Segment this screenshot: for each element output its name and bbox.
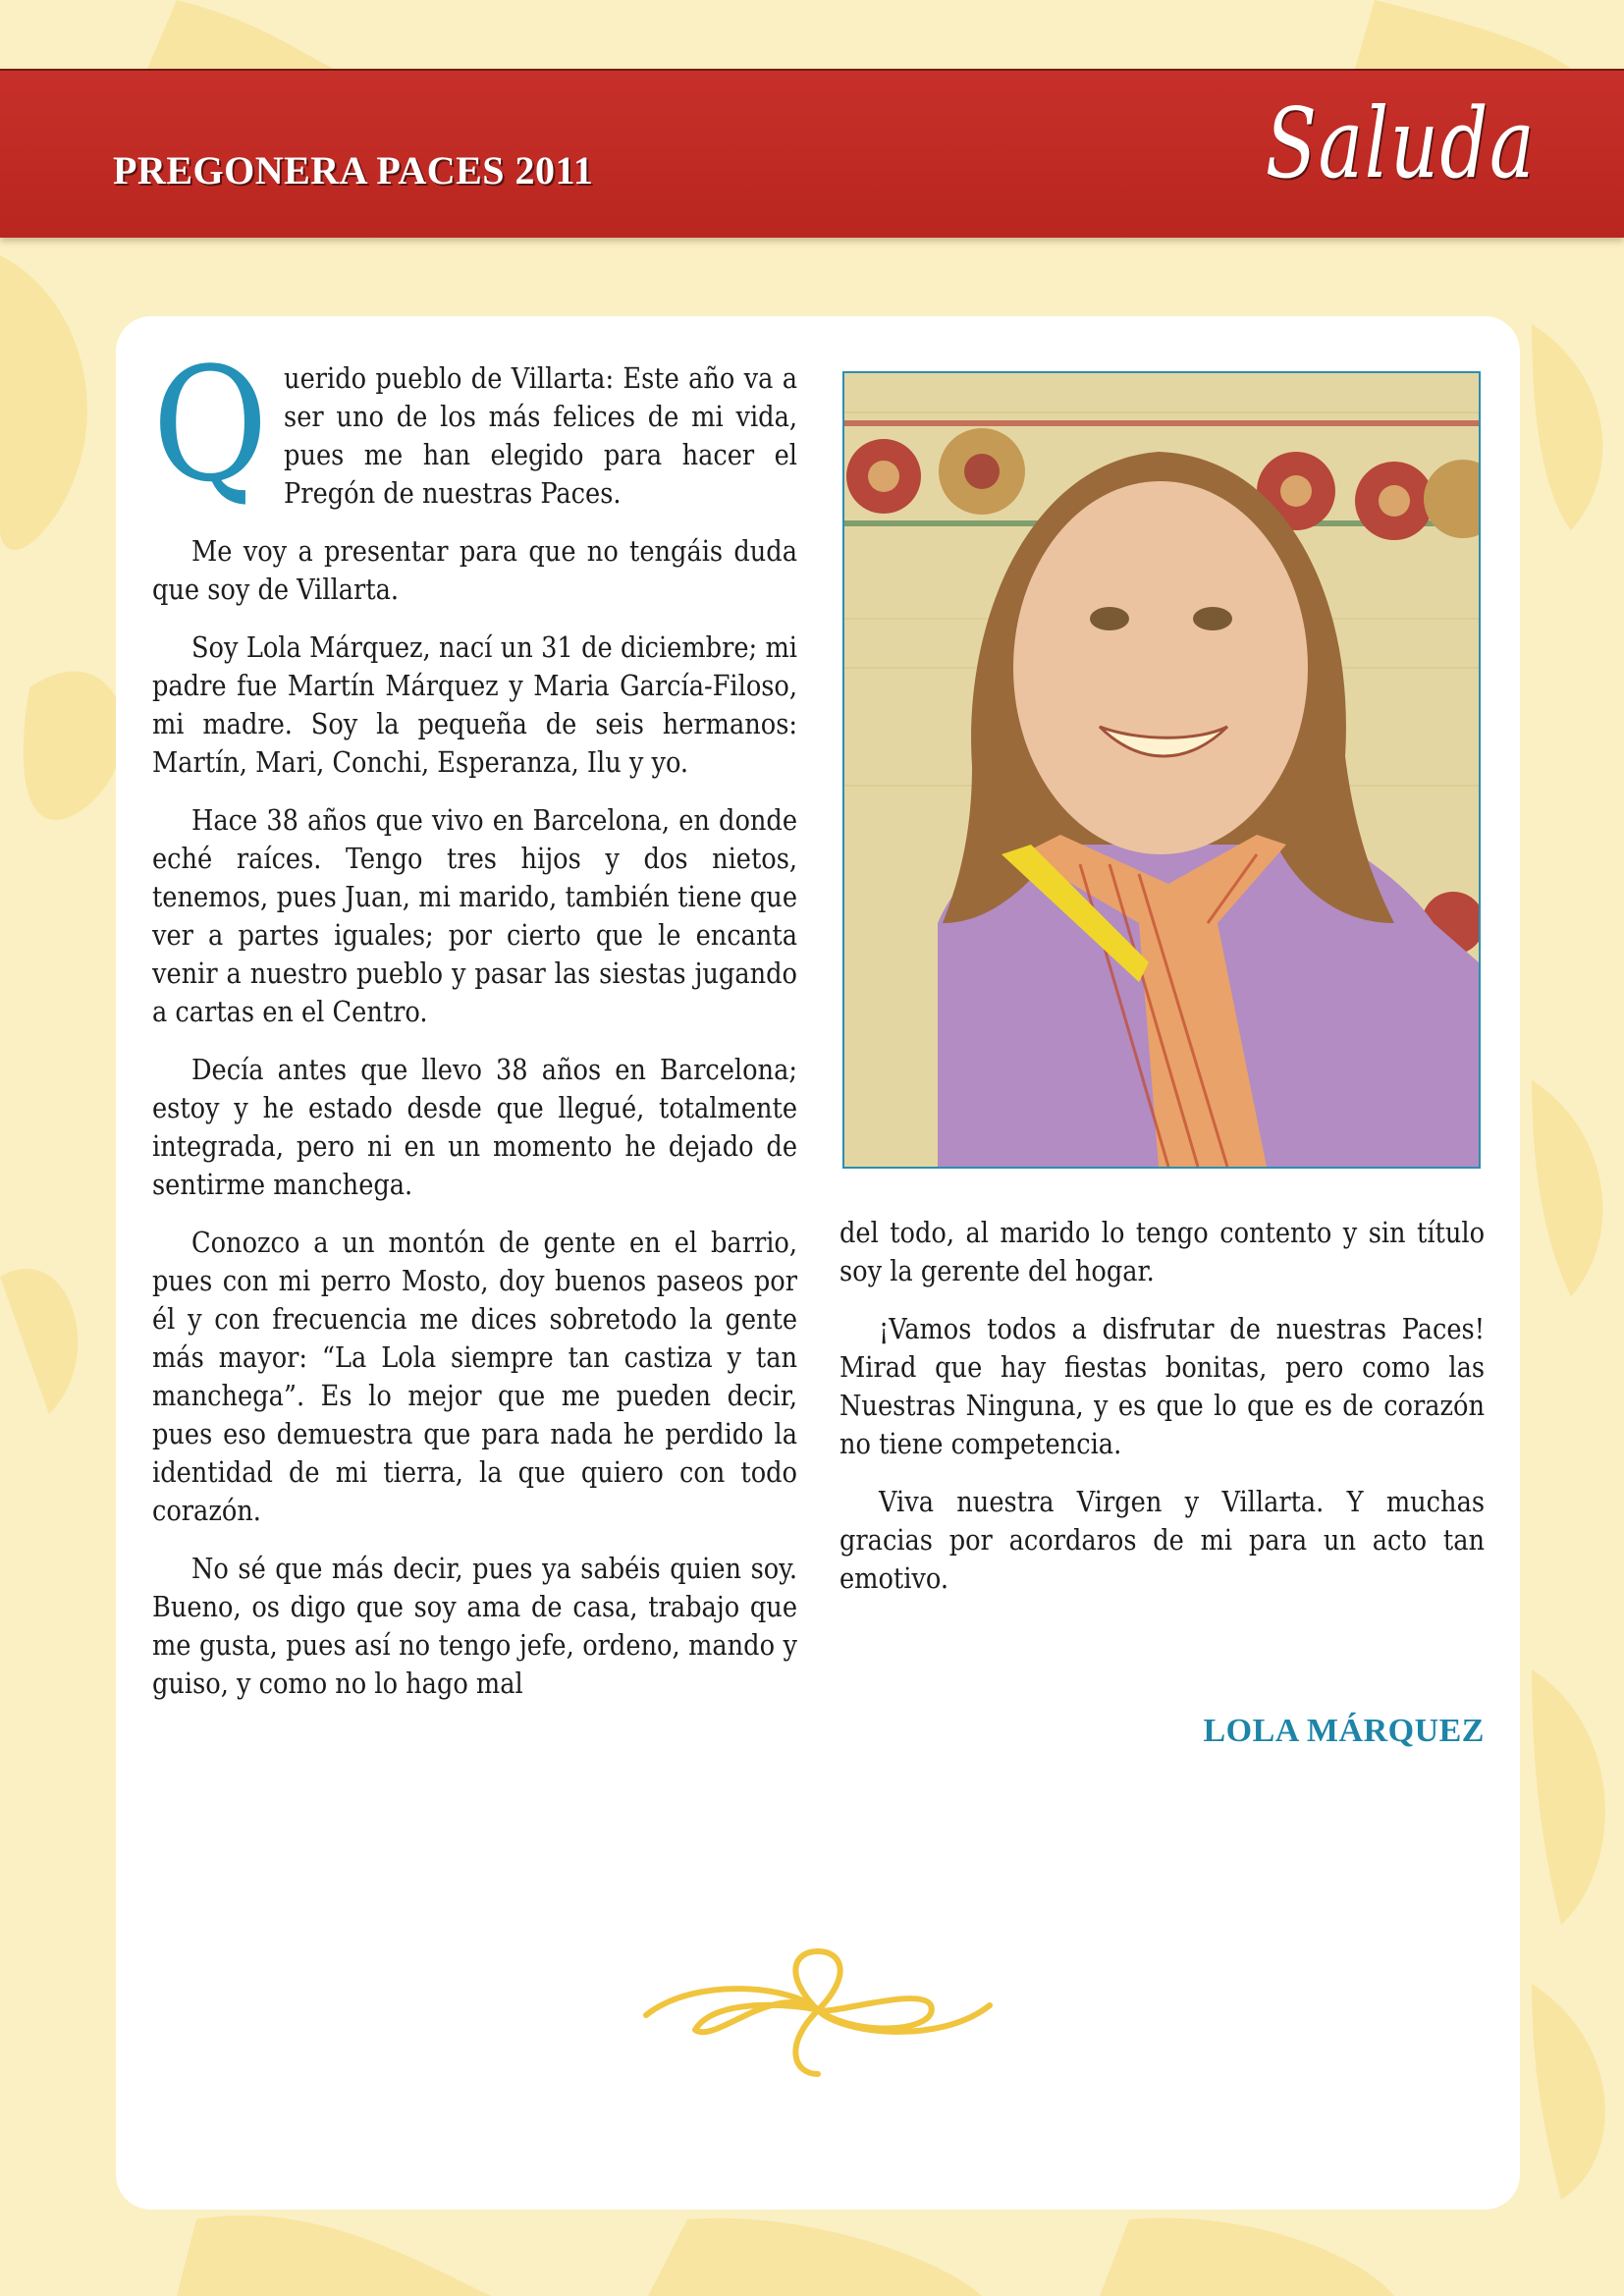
article-left-column <box>152 333 797 1722</box>
header-band <box>0 69 1624 238</box>
section-title: Saluda <box>1265 88 1536 200</box>
drop-cap: Q <box>152 333 269 517</box>
gold-flourish-ornament <box>636 1937 1000 2084</box>
paragraph: Conozco a un montón de gente en el barrio, pues con mi perro Mosto, doy buenos paseos por él y con frecuencia me dices sobretodo la gente más mayor: “La Lola siempre tan castiza y tan manchega”. Es lo mejor que me pueden decir, pues eso demuestra que para nada he perdido la identidad de mi tierra, la que quiero con todo corazón. <box>152 1227 797 1527</box>
portrait-photo <box>842 371 1481 1169</box>
paragraph: Decía antes que llevo 38 años en Barcelona; estoy y he estado desde que llegué, totalmente integrada, pero ni en un momento he dejado de sentirme manchega. <box>152 1054 797 1201</box>
author-signature: LOLA MÁRQUEZ <box>1203 1713 1485 1749</box>
paragraph: Hace 38 años que vivo en Barcelona, en donde eché raíces. Tengo tres hijos y dos nietos, tenemos, pues Juan, mi marido, también tiene que ver a partes iguales; por cierto que le encanta venir a nuestro pueblo y pasar las siestas jugando a cartas en el Centro. <box>152 804 797 1028</box>
paragraph: ¡Vamos todos a disfrutar de nuestras Paces! Mirad que hay fiestas bonitas, pero como las Nuestras Ninguna, y es que lo que es de corazón no tiene competencia. <box>839 1313 1485 1460</box>
paragraph-text: uerido pueblo de Villarta: Este año va a ser uno de los más felices de mi vida, pues me han elegido para hacer el Pregón de nuestras Paces. <box>284 362 797 510</box>
paragraph: Me voy a presentar para que no tengáis duda que soy de Villarta. <box>152 535 797 606</box>
article-right-column <box>839 1214 1485 1617</box>
paragraph: No sé que más decir, pues ya sabéis quien soy. Bueno, os digo que soy ama de casa, trabajo que me gusta, pues así no tengo jefe, ordeno, mando y guiso, y como no lo hago mal <box>152 1553 797 1700</box>
content-panel <box>116 316 1520 2210</box>
paragraph <box>152 333 797 517</box>
paragraph: Soy Lola Márquez, nací un 31 de diciembre; mi padre fue Martín Márquez y Maria García-Filoso, mi madre. Soy la pequeña de seis hermanos: Martín, Mari, Conchi, Esperanza, Ilu y yo. <box>152 631 797 779</box>
paragraph: del todo, al marido lo tengo contento y sin título soy la gerente del hogar. <box>839 1217 1485 1287</box>
portrait-illustration <box>844 373 1479 1167</box>
paragraph: Viva nuestra Virgen y Villarta. Y muchas gracias por acordaros de mi para un acto tan emotivo. <box>839 1486 1485 1595</box>
section-label: PREGONERA PACES 2011 <box>113 148 594 192</box>
